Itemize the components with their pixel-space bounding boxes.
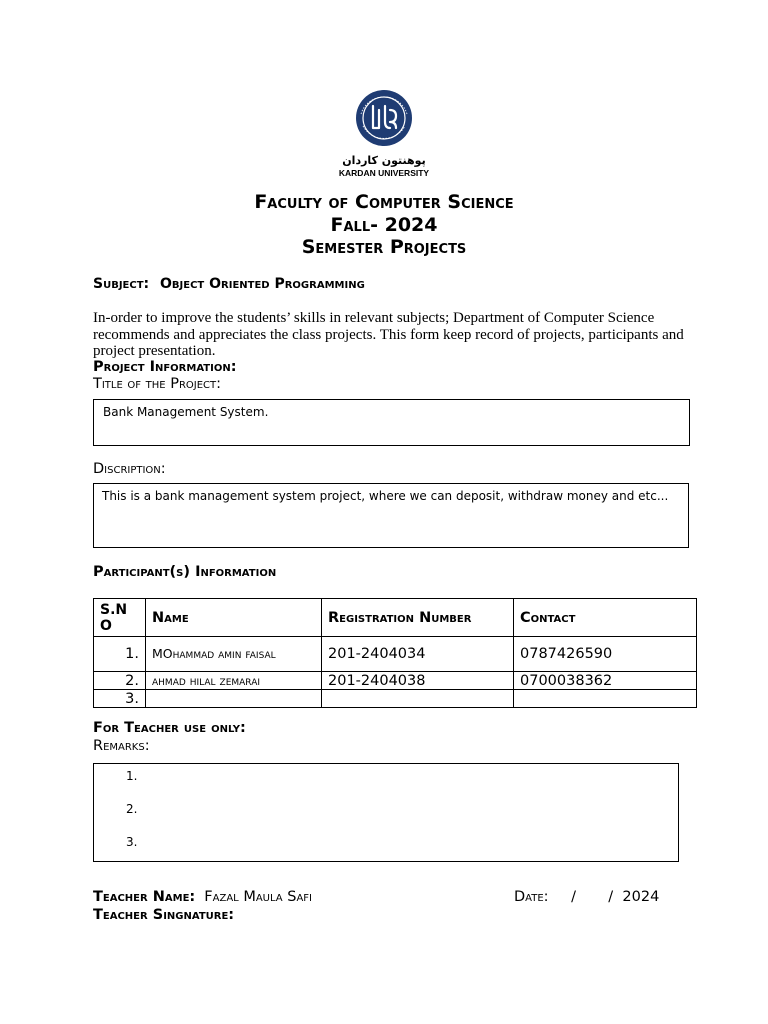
faculty-title: Faculty of Computer Science xyxy=(254,191,514,213)
row-sno: 2. xyxy=(94,672,146,690)
row-name[interactable] xyxy=(146,690,322,708)
row-contact[interactable]: 0787426590 xyxy=(514,637,697,672)
remark-item: 3. xyxy=(126,835,138,849)
description-label: Discription: xyxy=(93,461,166,477)
remarks-box[interactable] xyxy=(93,763,679,862)
column-header-name: Name xyxy=(146,599,322,637)
teacher-name-value: Fazal Maula Safi xyxy=(204,889,313,905)
participants-heading: Participant(s) Information xyxy=(93,564,277,580)
row-sno: 1. xyxy=(94,637,146,672)
row-sno: 3. xyxy=(94,690,146,708)
row-name[interactable]: MOhammad amin faisal xyxy=(146,637,322,672)
intro-paragraph: In-order to improve the students’ skills in relevant subjects; Department of Computer Science recommends and appreciates the class projects. This form keep record of projects, participants and project presentation. xyxy=(93,310,684,359)
column-header-registration: Registration Number xyxy=(322,599,514,637)
row-contact[interactable] xyxy=(514,690,697,708)
kardan-university-logo xyxy=(349,88,419,148)
logo-university-name: KARDAN UNIVERSITY xyxy=(338,168,430,178)
column-header-sno: S.N O xyxy=(94,599,146,637)
date-value[interactable]: / / 2024 xyxy=(571,889,660,905)
table-row xyxy=(94,637,697,672)
semester-title: Fall- 2024 xyxy=(330,214,438,236)
description-value: This is a bank management system project, where we can deposit, withdraw money and etc... xyxy=(102,489,669,503)
projects-title: Semester Projects xyxy=(301,236,467,258)
project-info-heading: Project Information: xyxy=(93,359,237,375)
row-registration[interactable]: 201-2404038 xyxy=(322,672,514,690)
column-header-contact: Contact xyxy=(514,599,697,637)
teacher-signature-label: Teacher Singnature: xyxy=(93,907,235,923)
date-label: Date: xyxy=(514,889,549,905)
teacher-name-label: Teacher Name: xyxy=(93,889,196,905)
logo-arabic-text: پوهنتون کاردان xyxy=(342,154,426,167)
project-title-label: Title of the Project: xyxy=(93,376,222,392)
remark-item: 1. xyxy=(126,769,138,783)
row-registration[interactable]: 201-2404034 xyxy=(322,637,514,672)
subject-line xyxy=(93,276,365,292)
date-line xyxy=(514,889,659,905)
remarks-label: Remarks: xyxy=(93,738,150,754)
description-box[interactable] xyxy=(93,483,689,548)
project-title-box[interactable] xyxy=(93,399,690,446)
subject-label: Subject: xyxy=(93,276,150,292)
table-header-row xyxy=(94,599,697,637)
row-registration[interactable] xyxy=(322,690,514,708)
project-title-value: Bank Management System. xyxy=(103,405,269,419)
row-name[interactable]: ahmad hilal zemarai xyxy=(146,672,322,690)
row-contact[interactable]: 0700038362 xyxy=(514,672,697,690)
participants-table xyxy=(93,598,697,708)
subject-value: Object Oriented Programming xyxy=(160,276,365,292)
table-row xyxy=(94,690,697,708)
table-row xyxy=(94,672,697,690)
teacher-name-line xyxy=(93,889,312,905)
remark-item: 2. xyxy=(126,802,138,816)
teacher-use-heading: For Teacher use only: xyxy=(93,720,246,736)
